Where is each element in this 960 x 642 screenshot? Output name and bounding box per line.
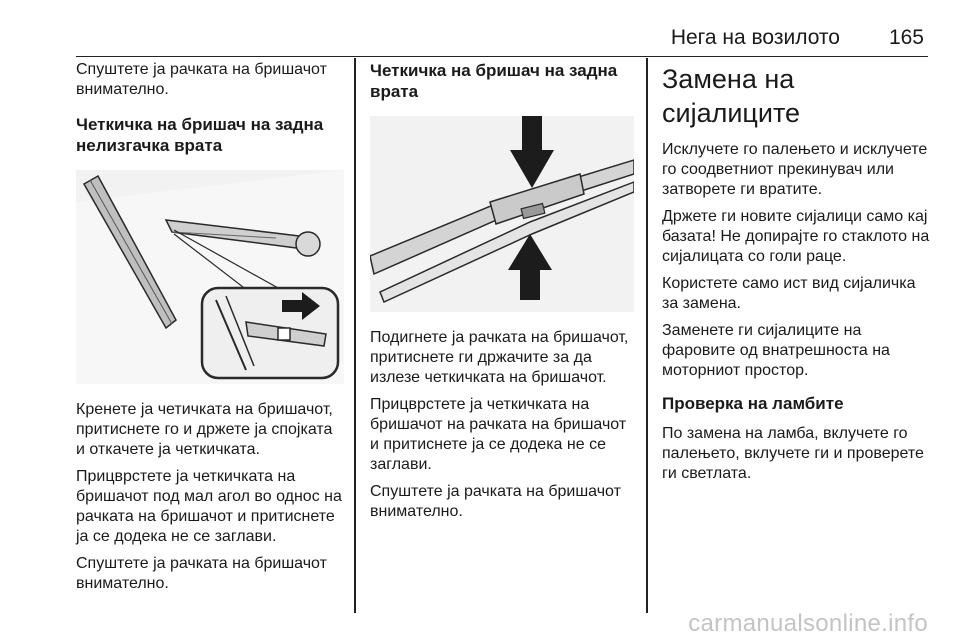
paragraph: Спуштете ја рачката на бришачот внимателно. <box>76 61 327 98</box>
watermark: carmanualsonline.info <box>688 610 928 637</box>
paragraph: Користете само ист вид сијаличка за замена. <box>662 275 916 312</box>
figure-fixed-window-wiper <box>76 170 344 384</box>
page-header <box>76 20 928 57</box>
paragraph: Спуштете ја рачката на бришачот внимателно. <box>370 483 621 520</box>
paragraph: Кренете ја четичката на бришачот, притиснете го и држете ја спојката и откачете ја четкичката. <box>76 401 333 458</box>
section-heading-tailgate-wiper: Четкичка на бришач на задна врата <box>370 61 618 101</box>
column-divider <box>354 58 356 613</box>
paragraph: По замена на ламба, вклучете го палењето, вклучете ги и проверете ги светлата. <box>662 425 924 482</box>
section-heading-lamp-check: Проверка на ламбите <box>662 394 844 413</box>
column-left <box>76 60 344 601</box>
paragraph: Прицврстете ја четкичката на бришачот под мал агол во однос на рачката на бришачот и притиснете ја се додека не се заглави. <box>76 468 342 545</box>
paragraph: Исклучете го палењето и исклучете го соодветниот прекинувач или затворете ги вратите. <box>662 141 928 198</box>
section-heading-bulb-replacement: Замена на сијалиците <box>662 64 801 128</box>
section-heading-fixed-window-wiper: Четкичка на бришач на задна нелизгачка врата <box>76 115 324 155</box>
column-divider <box>646 58 648 613</box>
figure-tailgate-wiper <box>370 116 634 312</box>
paragraph: Држете ги новите сијалици само кај базата! Не допирајте го стаклото на сијалицата со голи раце. <box>662 208 930 265</box>
column-middle <box>370 60 634 529</box>
paragraph: Подигнете ја рачката на бришачот, притиснете ги држачите за да излезе четкичката на бришачот. <box>370 329 629 386</box>
column-right <box>662 60 932 491</box>
page-number: 165 <box>888 26 924 49</box>
page-title: Нега на возилото <box>670 26 840 49</box>
paragraph: Заменете ги сијалиците на фаровите од внатрешноста на моторниот простор. <box>662 322 890 379</box>
paragraph: Спуштете ја рачката на бришачот внимателно. <box>76 555 327 592</box>
detail-inset <box>202 288 338 378</box>
paragraph: Прицврстете ја четкичката на бришачот на рачката на бришачот и притиснете ја се додека не се заглави. <box>370 396 627 473</box>
